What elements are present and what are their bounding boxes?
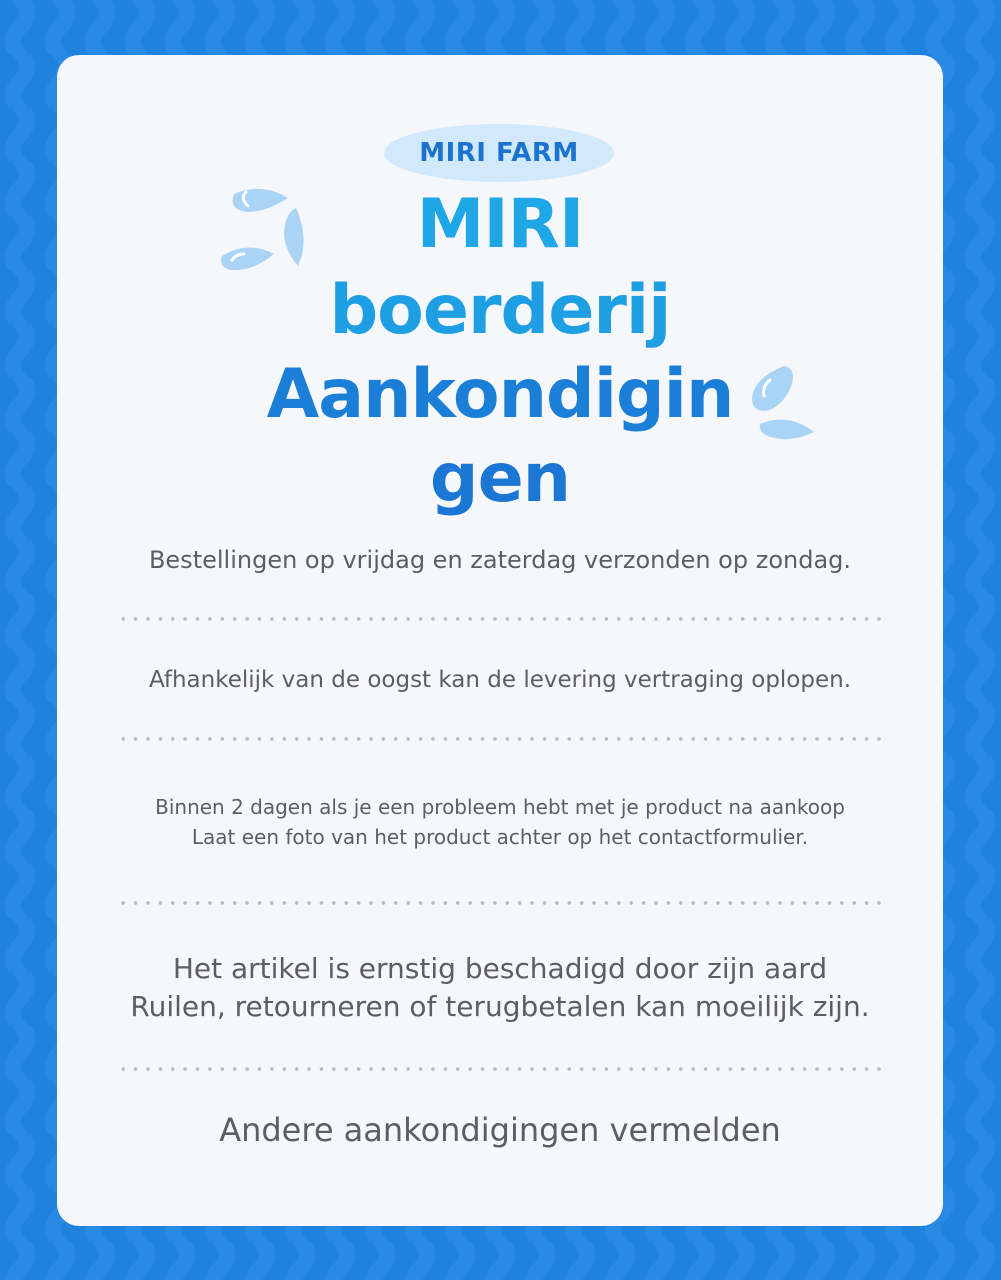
dotted-divider [117, 901, 885, 905]
notice-other: Andere aankondigingen vermelden [219, 1111, 781, 1149]
title-line-4: gen [429, 439, 571, 518]
title-line-1: MIRI [416, 185, 584, 264]
dotted-divider [117, 737, 885, 741]
notice-delivery-days: Bestellingen op vrijdag en zaterdag verzonden op zondag. [148, 546, 852, 574]
title-line-2: boerderij [329, 271, 671, 350]
title-line-3: Aankondigin [266, 355, 734, 434]
dotted-divider [117, 1067, 885, 1071]
notice-problem-line-2: Laat een foto van het product achter op het contactformulier. [191, 825, 809, 849]
notice-damage-line-2: Ruilen, retourneren of terugbetalen kan moeilijk zijn. [130, 990, 870, 1023]
notice-problem-line-1: Binnen 2 dagen als je een probleem hebt met je product na aankoop [155, 795, 845, 819]
dotted-divider [117, 617, 885, 621]
notice-damage-line-1: Het artikel is ernstig beschadigd door zijn aard [172, 952, 828, 985]
brand-badge: MIRI FARM [384, 124, 614, 182]
notice-harvest-delay: Afhankelijk van de oogst kan de levering vertraging oplopen. [148, 667, 852, 693]
